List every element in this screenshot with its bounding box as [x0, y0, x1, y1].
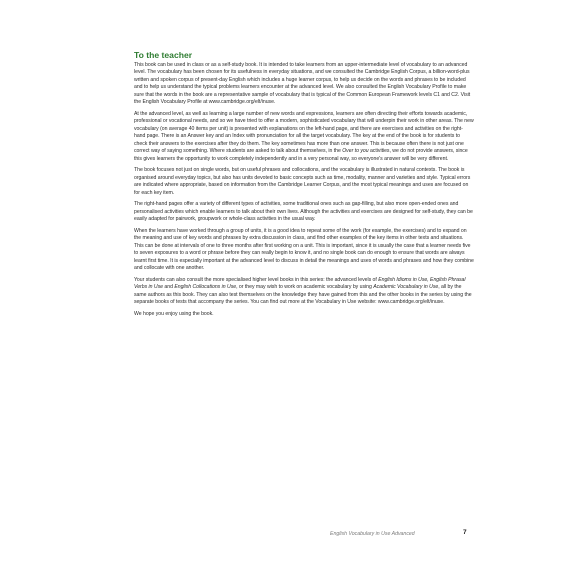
paragraph-text: We hope you enjoy using the book. — [134, 310, 214, 317]
paragraph-text: At the advanced level, as well as learning a large number of new words and expressions, learners are often directing their efforts towards academic, professional or vocational needs, and so we have tried to offer a modern, sophisticated vocabulary that will underpin their work in other areas. The new vocabulary (on average 40 items per unit) is presented with explanations on the left-hand page, and there are exercises and activities on the right-hand page. There is an Answer key and an Index with pronunciation for all the target vocabulary. The key at the end of the book is for students to check their answers to the exercises after they do them. The key sometimes has more than one answer. This is because often there is not just one correct way of saying something. Where students are asked to talk about themselves, in the — [134, 110, 474, 155]
paragraph-text: activities, we do not provide answers, since this gives learners the opportunity to work completely independently and in a very personal way, so everyone's answer will be very different. — [134, 148, 468, 162]
italic-title: English Idioms in Use, English Phrasal Verbs in Use — [134, 276, 466, 291]
body-paragraph — [134, 111, 474, 163]
paragraph-text: The right-hand pages offer a variety of different types of activities, some traditional ones such as gap-filling, but also more open-ended ones and personalised activities which enable learners to talk about their own lives. Although the activities and exercises are designed for self-study, they can be easily adapted for pairwork, groupwork or whole-class activities in the usual way. — [134, 201, 473, 223]
italic-title: Over to you — [342, 148, 369, 155]
body-paragraph — [134, 201, 474, 223]
body-paragraph — [134, 167, 474, 197]
body-paragraph — [134, 62, 474, 107]
italic-title: English Collocations in Use — [174, 284, 237, 291]
body-paragraph — [134, 228, 474, 273]
footer-book-title: English Vocabulary in Use Advanced — [330, 531, 415, 537]
paragraph-text: When the learners have worked through a group of units, it is a good idea to repeat some of the work (for example, the exercises) and to expand on the meaning and use of key words and phrases by extra discussion in class, and find other examples of the key items in other texts and situations. This can be done at intervals of one to three months after first working on a unit. This is important, since it is usually the case that a learner needs five to seven exposures to a word or phrase before they can really begin to know it, and no single book can do enough to ensure that words are always learnt first time. It is especially important at the advanced level to discuss in detail the meanings and uses of words and phrases and how they combine and collocate with one another. — [134, 227, 474, 272]
paragraph-text: Your students can also consult the more specialised higher level books in this series: the advanced levels of — [134, 276, 379, 283]
paragraph-text: , all by the same authors as this book. They can also test themselves on the knowledge they have gained from this and the other books in the series by using the separate books of tests that accompany the series. You can find out more at the Vocabulary in Use website: www.cambridge.org/elt/inuse. — [134, 284, 472, 306]
paragraph-text: and — [163, 284, 175, 291]
page-number: 7 — [463, 529, 467, 536]
body-paragraph — [134, 311, 474, 318]
paragraph-text: , or they may wish to work on academic vocabulary by using — [236, 284, 374, 291]
paragraph-text: The book focuses not just on single words, but on useful phrases and collocations, and the vocabulary is illustrated in natural contexts. The book is organised around everyday topics, but also has units devoted to basic concepts such as time, modality, manner and varieties and style. Typical errors are indicated where appropriate, based on information from the Cambridge Learner Corpus, and the most typical meanings and uses are focused on for each key item. — [134, 167, 471, 196]
body-paragraph — [134, 277, 474, 307]
paragraph-text: This book can be used in class or as a self-study book. It is intended to take learners from an upper-intermediate level of vocabulary to an advanced level. The vocabulary has been chosen for its usefulness in everyday situations, and we consulted the Cambridge English Corpus, a billion-word-plus written and spoken corpus of present-day English which includes a huge learner corpus, to help us decide on the words and phrases to be included and to help us understand the typical problems learners encounter at the advanced level. We also consulted the English Vocabulary Profile to make sure that the words in the book are a representative sample of vocabulary that is typical of the Common European Framework levels C1 and C2. Visit the English Vocabulary Profile at www.cambridge.org/elt/inuse. — [134, 62, 471, 106]
italic-title: Academic Vocabulary in Use — [373, 284, 439, 291]
section-heading: To the teacher — [134, 50, 193, 60]
teacher-section — [134, 50, 474, 322]
section-body — [134, 62, 474, 318]
